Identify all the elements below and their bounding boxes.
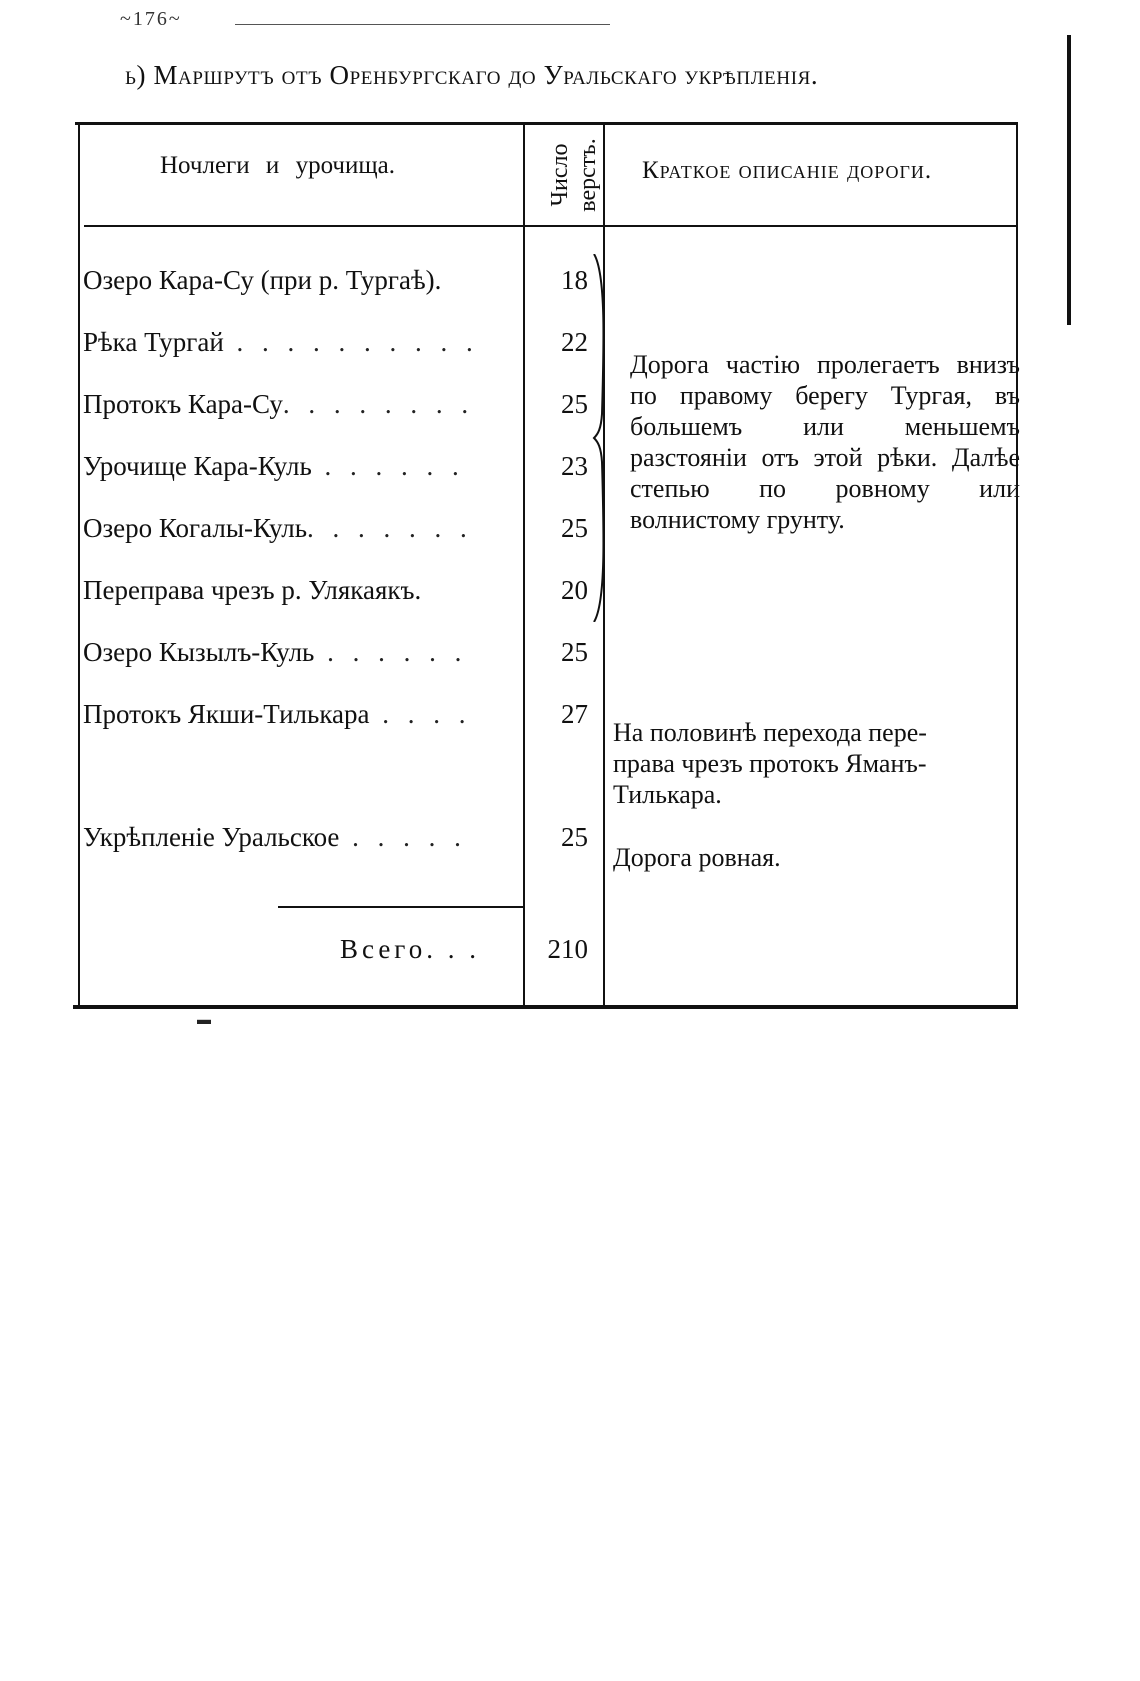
grouping-brace	[592, 254, 612, 622]
versts-value: 27	[561, 699, 588, 729]
right-border	[1016, 122, 1018, 1006]
versts-value: 25	[561, 822, 588, 852]
table-row	[78, 265, 1018, 305]
description-routes-1-7: Дорога частію пролегаетъ внизъ по правому берегу Тургая, въ большемъ или меньшемъ разстояніи отъ этой рѣки. Далѣе степью по ровному или волнистому грунту.	[630, 350, 1020, 534]
table-row	[78, 637, 1018, 677]
header-versts-cell	[534, 122, 614, 228]
place-name: Протокъ Кара-Су. . . . . . . .	[83, 389, 475, 419]
binding-edge-bar	[1067, 35, 1071, 325]
place-name: Протокъ Якши-Тилькара . . . .	[83, 699, 472, 729]
place-name: Урочище Кара-Куль . . . . . .	[83, 451, 465, 481]
description-route-9: Дорога ровная.	[613, 843, 781, 872]
description-route-8: На половинѣ перехода пере- права чрезъ протокъ Яманъ- Тилькара.	[613, 718, 927, 809]
place-name: Переправа чрезъ р. Улякаякъ.	[83, 575, 422, 605]
place-name: Рѣка Тургай . . . . . . . . . .	[83, 327, 479, 357]
table-row	[78, 575, 1018, 615]
versts-value: 25	[561, 513, 588, 543]
total-rule	[278, 906, 523, 908]
versts-value: 22	[561, 327, 588, 357]
route-table	[78, 122, 1018, 1009]
versts-value: 25	[561, 389, 588, 419]
header-versts: Число верстъ.	[547, 138, 601, 212]
column-divider-1	[523, 122, 525, 1006]
page-number-mark: ~176~	[120, 8, 182, 30]
table-bottom-rule	[73, 1005, 1018, 1009]
place-name: Озеро Когалы-Куль. . . . . . .	[83, 513, 473, 543]
total-value: 210	[547, 934, 588, 964]
page-title: ь) Маршрутъ отъ Оренбургскаго до Уральскаго укрѣпленія.	[125, 60, 819, 90]
versts-value: 23	[561, 451, 588, 481]
ink-speck: ▬	[197, 1013, 211, 1028]
left-border	[78, 122, 80, 1006]
top-rule	[235, 24, 610, 25]
place-name: Укрѣпленіе Уральское . . . . .	[83, 822, 467, 852]
header-lodgings: Ночлеги и урочища.	[160, 152, 395, 179]
versts-value: 20	[561, 575, 588, 605]
header-description: Краткое описаніе дороги.	[642, 157, 933, 184]
place-name: Озеро Кызылъ-Куль . . . . . .	[83, 637, 468, 667]
total-label: Всего. . .	[340, 934, 480, 964]
place-name: Озеро Кара-Су (при р. Тургаѣ).	[83, 265, 442, 295]
versts-value: 25	[561, 637, 588, 667]
versts-value: 18	[561, 265, 588, 295]
